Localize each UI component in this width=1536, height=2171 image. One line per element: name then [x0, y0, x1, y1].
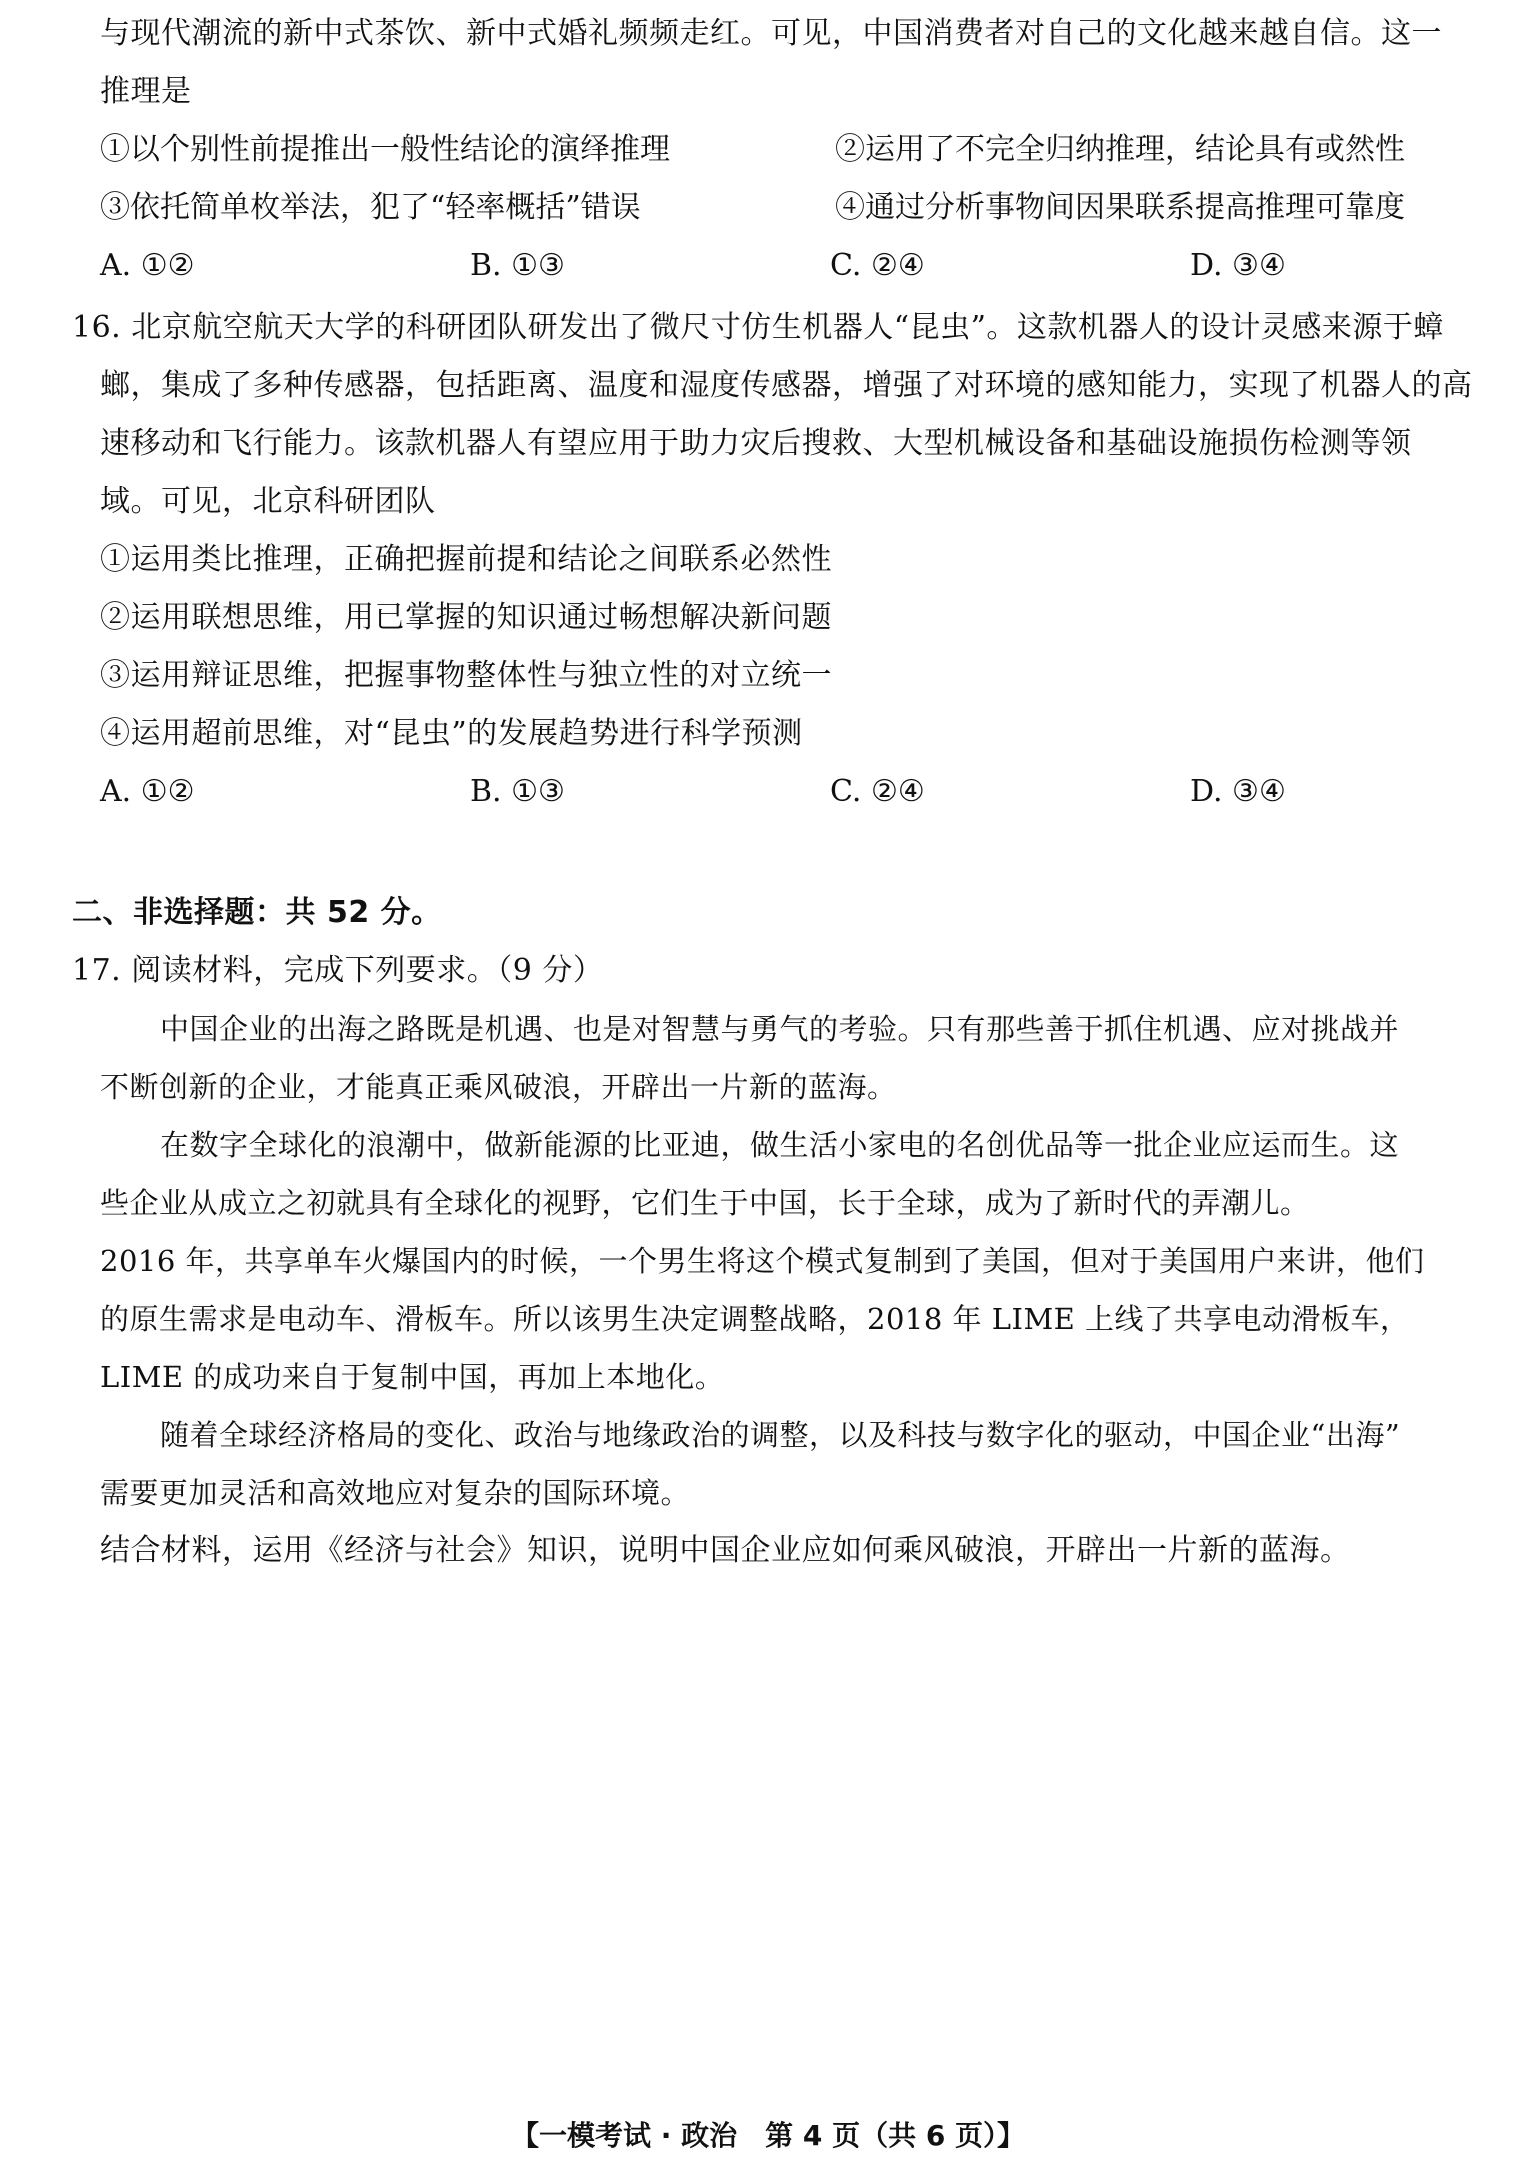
- q16-stem-line-2: 螂，集成了多种传感器，包括距离、温度和湿度传感器，增强了对环境的感知能力，实现了机器人的高: [100, 368, 1473, 403]
- q16-option-d: D. ③④: [1190, 774, 1286, 809]
- q17-material-line-8: 随着全球经济格局的变化、政治与地缘政治的调整，以及科技与数字化的驱动，中国企业“出海”: [160, 1418, 1401, 1452]
- q16-stem-line-1: 16. 北京航空航天大学的科研团队研发出了微尺寸仿生机器人“昆虫”。这款机器人的设计灵感来源于蟑: [72, 310, 1444, 345]
- q15-option-b: B. ①③: [470, 248, 565, 283]
- q17-material-line-1: 中国企业的出海之路既是机遇、也是对智慧与勇气的考验。只有那些善于抓住机遇、应对挑战并: [160, 1012, 1400, 1046]
- q16-stem-line-4: 域。可见，北京科研团队: [100, 484, 436, 519]
- q16-option-a: A. ①②: [100, 774, 195, 809]
- q15-option-d: D. ③④: [1190, 248, 1286, 283]
- q17-material-line-3: 在数字全球化的浪潮中，做新能源的比亚迪，做生活小家电的名创优品等一批企业应运而生。这: [160, 1128, 1400, 1162]
- q16-statement-4: ④运用超前思维，对“昆虫”的发展趋势进行科学预测: [100, 716, 803, 751]
- q16-option-b: B. ①③: [470, 774, 565, 809]
- q17-title: 17. 阅读材料，完成下列要求。（9 分）: [72, 953, 604, 988]
- q15-stem-line-2: 推理是: [100, 74, 192, 109]
- q15-options: [100, 246, 1505, 286]
- q17-material-line-2: 不断创新的企业，才能真正乘风破浪，开辟出一片新的蓝海。: [100, 1070, 897, 1104]
- q15-statement-3: ③依托简单枚举法，犯了“轻率概括”错误: [100, 190, 641, 225]
- q15-statements-row-2: [100, 188, 1505, 228]
- q15-option-c: C. ②④: [830, 248, 925, 283]
- q15-statement-4: ④通过分析事物间因果联系提高推理可靠度: [835, 190, 1405, 225]
- q17-requirement: 结合材料，运用《经济与社会》知识，说明中国企业应如何乘风破浪，开辟出一片新的蓝海。: [100, 1533, 1351, 1568]
- q15-option-a: A. ①②: [100, 248, 195, 283]
- page-footer: 【一模考试 · 政治 第 4 页（共 6 页）】: [510, 2119, 1026, 2152]
- q16-statement-3: ③运用辩证思维，把握事物整体性与独立性的对立统一: [100, 658, 832, 693]
- q16-statement-1: ①运用类比推理，正确把握前提和结论之间联系必然性: [100, 542, 832, 577]
- q16-statement-2: ②运用联想思维，用已掌握的知识通过畅想解决新问题: [100, 600, 832, 635]
- q16-stem-line-3: 速移动和飞行能力。该款机器人有望应用于助力灾后搜救、大型机械设备和基础设施损伤检测等领: [100, 426, 1412, 461]
- q15-stem-line-1: 与现代潮流的新中式茶饮、新中式婚礼频频走红。可见，中国消费者对自己的文化越来越自信。这一: [100, 16, 1442, 51]
- q15-statements-row-1: [100, 130, 1505, 170]
- section-2-heading: 二、非选择题：共 52 分。: [72, 895, 442, 930]
- q15-statement-2: ②运用了不完全归纳推理，结论具有或然性: [835, 132, 1405, 167]
- q17-material-line-6: 的原生需求是电动车、滑板车。所以该男生决定调整战略，2018 年 LIME 上线了共享电动滑板车，: [100, 1302, 1410, 1336]
- q17-material-line-7: LIME 的成功来自于复制中国，再加上本地化。: [100, 1360, 725, 1394]
- q16-options: [100, 772, 1505, 812]
- q16-option-c: C. ②④: [830, 774, 925, 809]
- q17-material-line-9: 需要更加灵活和高效地应对复杂的国际环境。: [100, 1476, 691, 1510]
- q15-statement-1: ①以个别性前提推出一般性结论的演绎推理: [100, 132, 670, 167]
- q17-material-line-4: 些企业从成立之初就具有全球化的视野，它们生于中国，长于全球，成为了新时代的弄潮儿。: [100, 1186, 1310, 1220]
- q17-material-line-5: 2016 年，共享单车火爆国内的时候，一个男生将这个模式复制到了美国，但对于美国用户来讲，他们: [100, 1244, 1425, 1278]
